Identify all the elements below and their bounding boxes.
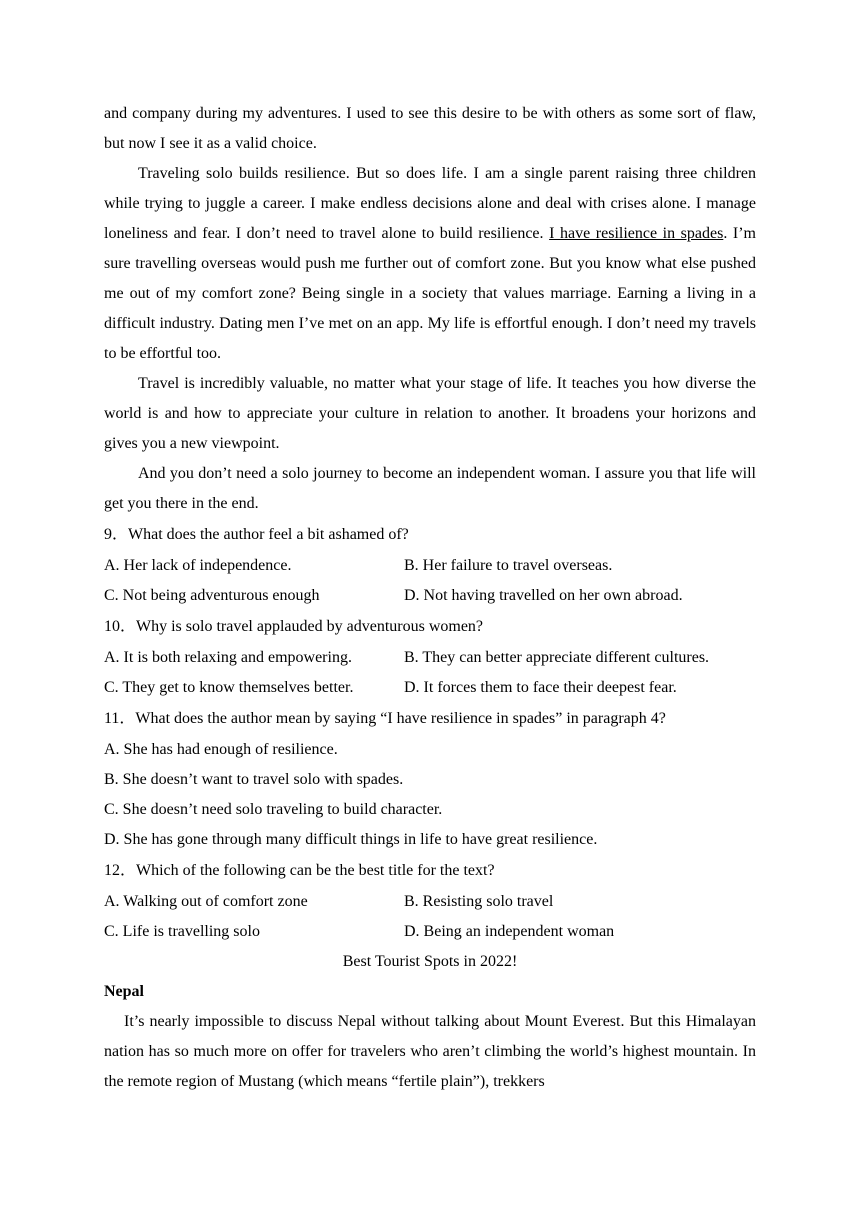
passage-paragraph-3: Travel is incredibly valuable, no matter what your stage of life. It teaches you how diverse the world is and how to appreciate your culture in relation to another. It broadens your horizons and gives you a new viewpoint. bbox=[104, 375, 756, 452]
question-12-options-row-1 bbox=[104, 887, 756, 917]
question-9-options-row-2 bbox=[104, 581, 756, 611]
paragraph-2-text-start: Traveling solo builds resilience. But so does life. I am a single parent raising three children while trying to juggle a career. I make endless decisions alone and deal with crises alone. I manage loneliness and fear. I don’t need to travel alone to build resilience. bbox=[104, 165, 756, 242]
question-12-options-row-2 bbox=[104, 917, 756, 947]
question-10-option-d: D. It forces them to face their deepest fear. bbox=[404, 679, 677, 696]
question-10-option-a: A. It is both relaxing and empowering. bbox=[104, 649, 352, 666]
question-10-options-row-1 bbox=[104, 643, 756, 673]
question-9-options-row-1 bbox=[104, 551, 756, 581]
passage-paragraph-4: And you don’t need a solo journey to become an independent woman. I assure you that life will get you there in the end. bbox=[104, 465, 756, 512]
question-11-stem: 11．What does the author mean by saying “I have resilience in spades” in paragraph 4? bbox=[104, 710, 666, 727]
nepal-paragraph: It’s nearly impossible to discuss Nepal without talking about Mount Everest. But this Himalayan nation has so much more on offer for travelers who aren’t climbing the world’s highest mountain. In the remote region of Mustang (which means “fertile plain”), trekkers bbox=[104, 1013, 756, 1090]
question-12-option-a: A. Walking out of comfort zone bbox=[104, 893, 308, 910]
question-9-option-c: C. Not being adventurous enough bbox=[104, 587, 320, 604]
question-11-option-d: D. She has gone through many difficult things in life to have great resilience. bbox=[104, 831, 598, 848]
question-11-option-c: C. She doesn’t need solo traveling to build character. bbox=[104, 801, 443, 818]
question-11-option-b: B. She doesn’t want to travel solo with spades. bbox=[104, 771, 404, 788]
question-9-option-b: B. Her failure to travel overseas. bbox=[404, 557, 613, 574]
question-10-options-row-2 bbox=[104, 673, 756, 703]
question-12-option-b: B. Resisting solo travel bbox=[404, 893, 554, 910]
question-11-option-a: A. She has had enough of resilience. bbox=[104, 741, 338, 758]
question-10-option-b: B. They can better appreciate different cultures. bbox=[404, 649, 710, 666]
paragraph-2-text-end: . I’m sure travelling overseas would push me further out of comfort zone. But you know what else pushed me out of my comfort zone? Being single in a society that values marriage. Earning a living in a difficult industry. Dating men I’ve met on an app. My life is effortful enough. I don’t need my travels to be effortful too. bbox=[104, 225, 757, 362]
underlined-phrase: I have resilience in spades bbox=[549, 225, 724, 242]
passage-paragraph-2 bbox=[104, 159, 756, 369]
question-10-stem: 10．Why is solo travel applauded by adventurous women? bbox=[104, 618, 484, 635]
section-heading-nepal: Nepal bbox=[104, 983, 144, 1000]
passage-title: Best Tourist Spots in 2022! bbox=[342, 953, 518, 970]
passage-paragraph-1: and company during my adventures. I used to see this desire to be with others as some sort of flaw, but now I see it as a valid choice. bbox=[104, 105, 756, 152]
question-9-option-a: A. Her lack of independence. bbox=[104, 557, 292, 574]
question-10-option-c: C. They get to know themselves better. bbox=[104, 679, 354, 696]
question-12-option-c: C. Life is travelling solo bbox=[104, 923, 260, 940]
question-12-stem: 12．Which of the following can be the best title for the text? bbox=[104, 862, 495, 879]
question-12-option-d: D. Being an independent woman bbox=[404, 923, 615, 940]
question-9-stem: 9．What does the author feel a bit ashamed of? bbox=[104, 526, 409, 543]
question-9-option-d: D. Not having travelled on her own abroad. bbox=[404, 587, 683, 604]
page-content bbox=[104, 99, 756, 1097]
